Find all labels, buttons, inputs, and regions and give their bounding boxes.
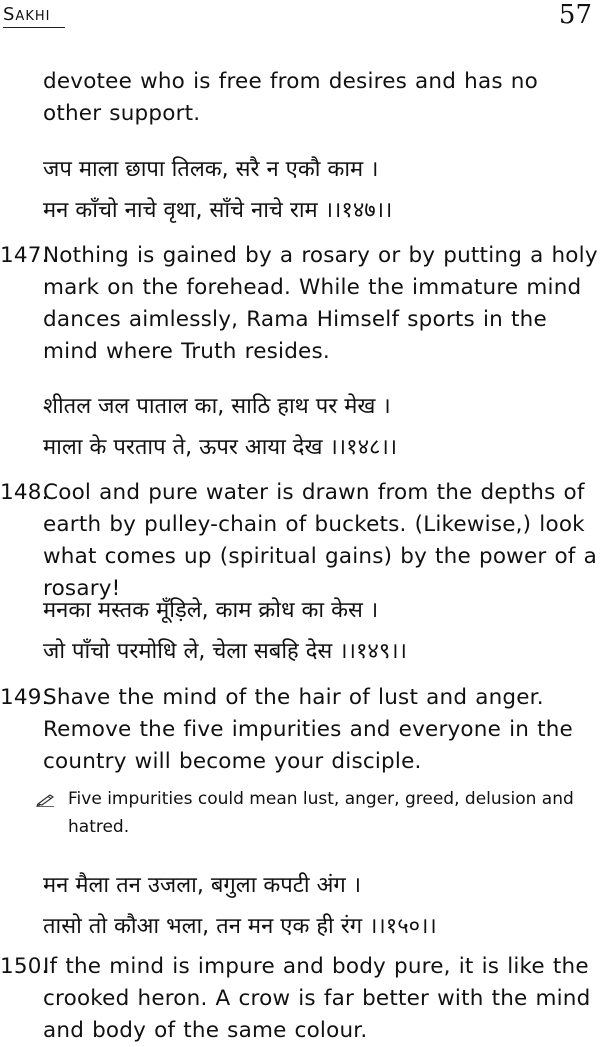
translation-text: If the mind is impure and body pure, it is like the crooked heron. A crow is far better with the mind and body of the same colour. [43, 954, 591, 1043]
verse-147-line1: जप माला छापा तिलक, सरै न एकौ काम । [43, 157, 379, 182]
pen-icon [36, 791, 56, 807]
verse-number: 147. [0, 243, 49, 268]
footnote-text: Five impurities could mean lust, anger, greed, delusion and hatred. [68, 789, 574, 837]
page-header [0, 0, 600, 40]
verse-number: 148. [0, 480, 49, 505]
verse-150-line2: तासो तो कौआ भला, तन मन एक ही रंग ।।१५०।। [43, 914, 437, 939]
translation-text: Nothing is gained by a rosary or by putting a holy mark on the forehead. While the immature mind dances aimlessly, Rama Himself sports in the mind where Truth resides. [43, 243, 598, 364]
verse-number: 150. [0, 954, 49, 979]
verse-number: 149. [0, 685, 49, 710]
verse-147-line2: मन काँचो नाचे वृथा, साँचे नाचे राम ।।१४७।। [43, 198, 393, 223]
verse-149-line1: मनका मस्तक मूँड़िले, काम क्रोध का केस । [43, 598, 379, 623]
verse-150-line1: मन मैला तन उजला, बगुला कपटी अंग । [43, 873, 362, 898]
footnote [36, 785, 596, 841]
verse-148-line2: माला के परताप ते, ऊपर आया देख ।।१४८।। [43, 435, 398, 460]
intro-paragraph: devotee who is free from desires and has no other support. [43, 69, 538, 126]
translation-148 [0, 477, 598, 605]
page-number: 57 [558, 0, 592, 30]
translation-text: Shave the mind of the hair of lust and anger. Remove the five impurities and everyone in the country will become your disciple. [43, 685, 573, 774]
translation-text: Cool and pure water is drawn from the depths of earth by pulley-chain of buckets. (Likewise,) look what comes up (spiritual gains) by the power of a rosary! [43, 480, 597, 601]
running-head: Sakhi [3, 4, 65, 28]
verse-148-line1: शीतल जल पाताल का, साठि हाथ पर मेख । [43, 394, 391, 419]
translation-150 [0, 951, 598, 1047]
translation-149 [0, 682, 598, 778]
verse-149-line2: जो पाँचो परमोधि ले, चेला सबहि देस ।।१४९।। [43, 639, 407, 664]
translation-147 [0, 240, 598, 368]
